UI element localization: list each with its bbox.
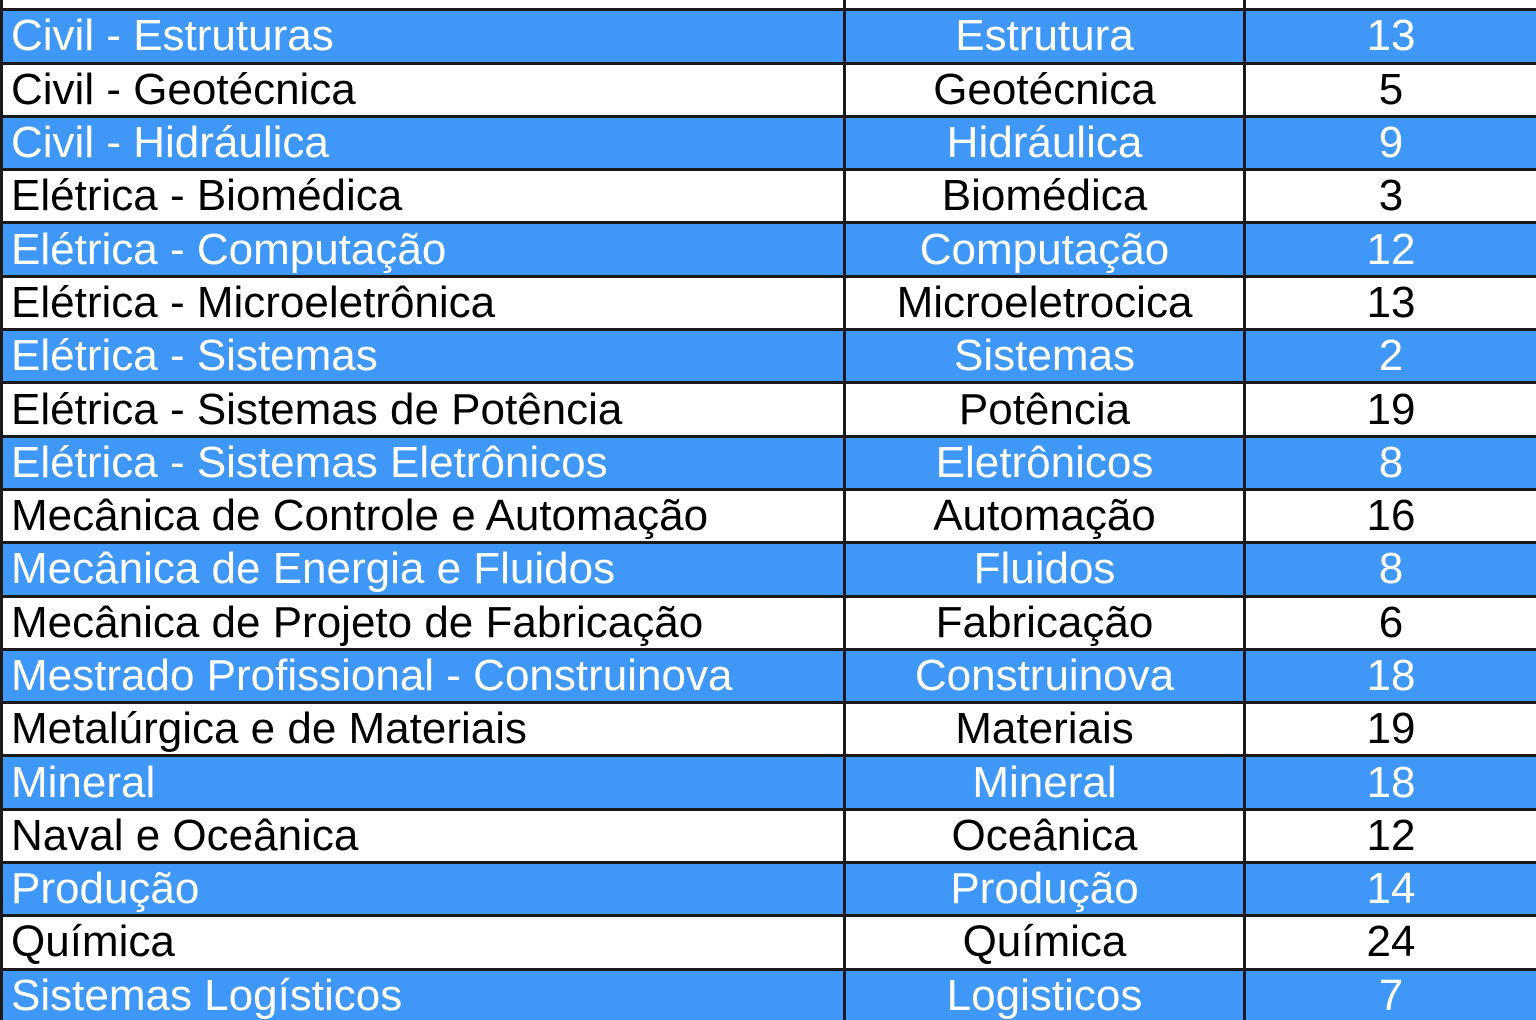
program-abbr-cell[interactable]: Fluidos xyxy=(845,543,1245,596)
table-row xyxy=(2,596,1536,649)
program-name-cell[interactable]: Civil - Estruturas xyxy=(2,10,845,63)
table-row xyxy=(2,436,1536,489)
table-row xyxy=(2,330,1536,383)
program-count-cell[interactable] xyxy=(1245,0,1536,10)
table-row xyxy=(2,383,1536,436)
program-name-cell[interactable]: Elétrica - Microeletrônica xyxy=(2,276,845,329)
table-row xyxy=(2,489,1536,542)
program-count-cell[interactable]: 18 xyxy=(1245,649,1536,702)
program-name-cell[interactable]: Produção xyxy=(2,863,845,916)
table-row xyxy=(2,223,1536,276)
table-row xyxy=(2,63,1536,116)
program-abbr-cell[interactable]: Fabricação xyxy=(845,596,1245,649)
table-row xyxy=(2,276,1536,329)
program-name-cell[interactable]: Elétrica - Sistemas de Potência xyxy=(2,383,845,436)
table-row xyxy=(2,170,1536,223)
program-abbr-cell[interactable]: Produção xyxy=(845,863,1245,916)
program-count-cell[interactable]: 12 xyxy=(1245,223,1536,276)
program-count-cell[interactable]: 19 xyxy=(1245,383,1536,436)
table-row xyxy=(2,916,1536,969)
program-count-cell[interactable]: 7 xyxy=(1245,969,1536,1020)
program-abbr-cell[interactable]: Hidráulica xyxy=(845,116,1245,169)
table-body xyxy=(2,0,1536,1020)
program-abbr-cell[interactable]: Automação xyxy=(845,489,1245,542)
program-count-cell[interactable]: 14 xyxy=(1245,863,1536,916)
program-name-cell[interactable]: Civil - Geotécnica xyxy=(2,63,845,116)
program-count-cell[interactable]: 9 xyxy=(1245,116,1536,169)
program-count-cell[interactable]: 18 xyxy=(1245,756,1536,809)
program-name-cell[interactable] xyxy=(2,0,845,10)
program-count-cell[interactable]: 2 xyxy=(1245,330,1536,383)
table-row xyxy=(2,756,1536,809)
program-name-cell[interactable]: Naval e Oceânica xyxy=(2,809,845,862)
program-name-cell[interactable]: Civil - Hidráulica xyxy=(2,116,845,169)
program-count-cell[interactable]: 5 xyxy=(1245,63,1536,116)
program-count-cell[interactable]: 6 xyxy=(1245,596,1536,649)
program-abbr-cell[interactable]: Química xyxy=(845,916,1245,969)
program-abbr-cell[interactable]: Microeletrocica xyxy=(845,276,1245,329)
program-abbr-cell[interactable]: Potência xyxy=(845,383,1245,436)
program-count-cell[interactable]: 24 xyxy=(1245,916,1536,969)
program-count-cell[interactable]: 19 xyxy=(1245,703,1536,756)
table-row xyxy=(2,10,1536,63)
program-name-cell[interactable]: Elétrica - Biomédica xyxy=(2,170,845,223)
program-name-cell[interactable]: Mecânica de Energia e Fluidos xyxy=(2,543,845,596)
program-abbr-cell[interactable]: Construinova xyxy=(845,649,1245,702)
program-abbr-cell[interactable]: Eletrônicos xyxy=(845,436,1245,489)
table-row xyxy=(2,863,1536,916)
program-count-cell[interactable]: 13 xyxy=(1245,10,1536,63)
program-name-cell[interactable]: Metalúrgica e de Materiais xyxy=(2,703,845,756)
program-name-cell[interactable]: Elétrica - Computação xyxy=(2,223,845,276)
program-name-cell[interactable]: Mestrado Profissional - Construinova xyxy=(2,649,845,702)
table-row xyxy=(2,116,1536,169)
table-row xyxy=(2,809,1536,862)
program-abbr-cell[interactable]: Oceânica xyxy=(845,809,1245,862)
program-abbr-cell[interactable]: Materiais xyxy=(845,703,1245,756)
program-count-cell[interactable]: 13 xyxy=(1245,276,1536,329)
program-name-cell[interactable]: Mineral xyxy=(2,756,845,809)
program-name-cell[interactable]: Mecânica de Controle e Automação xyxy=(2,489,845,542)
table-row-partial xyxy=(2,0,1536,10)
table-row xyxy=(2,703,1536,756)
table-row xyxy=(2,543,1536,596)
program-name-cell[interactable]: Elétrica - Sistemas xyxy=(2,330,845,383)
table-row xyxy=(2,969,1536,1020)
program-name-cell[interactable]: Elétrica - Sistemas Eletrônicos xyxy=(2,436,845,489)
program-count-cell[interactable]: 16 xyxy=(1245,489,1536,542)
program-abbr-cell[interactable]: Sistemas xyxy=(845,330,1245,383)
program-name-cell[interactable]: Mecânica de Projeto de Fabricação xyxy=(2,596,845,649)
program-abbr-cell[interactable]: Geotécnica xyxy=(845,63,1245,116)
program-name-cell[interactable]: Química xyxy=(2,916,845,969)
program-abbr-cell[interactable]: Computação xyxy=(845,223,1245,276)
program-count-cell[interactable]: 12 xyxy=(1245,809,1536,862)
program-count-cell[interactable]: 3 xyxy=(1245,170,1536,223)
program-name-cell[interactable]: Sistemas Logísticos xyxy=(2,969,845,1020)
program-count-cell[interactable]: 8 xyxy=(1245,543,1536,596)
program-abbr-cell[interactable] xyxy=(845,0,1245,10)
table-row xyxy=(2,649,1536,702)
program-count-cell[interactable]: 8 xyxy=(1245,436,1536,489)
program-abbr-cell[interactable]: Logisticos xyxy=(845,969,1245,1020)
program-abbr-cell[interactable]: Estrutura xyxy=(845,10,1245,63)
program-abbr-cell[interactable]: Mineral xyxy=(845,756,1245,809)
program-abbr-cell[interactable]: Biomédica xyxy=(845,170,1245,223)
